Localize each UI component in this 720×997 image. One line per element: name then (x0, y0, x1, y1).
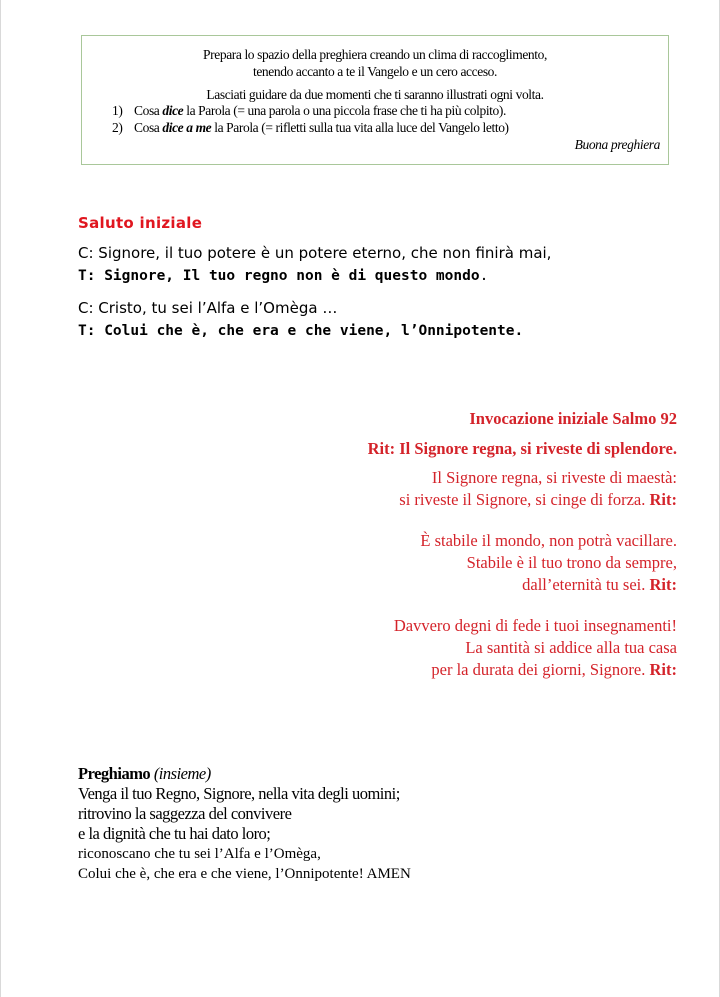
stanza-line (420, 574, 677, 596)
salmo-stanza-1 (399, 467, 677, 511)
intro-line-3: Lasciati guidare da due momenti che ti saranno illustrati ogni volta. (206, 87, 544, 102)
celebrant-line-1: C: Signore, il tuo potere è un potere eterno, che non finirà mai, (78, 244, 552, 262)
step-emphasis: dice a me (162, 120, 212, 135)
prayer-title: Preghiamo (78, 764, 151, 783)
stanza-line: La santità si addice alla tua casa (465, 638, 677, 657)
response-period: . (479, 268, 489, 284)
prayer-note: (insieme) (153, 764, 211, 783)
stanza-line: Stabile è il tuo trono da sempre, (466, 553, 677, 572)
step-text-post: la Parola (= una parola o una piccola frase che ti ha più colpito). (183, 103, 506, 118)
prayer-line: Venga il tuo Regno, Signore, nella vita degli uomini; (78, 784, 400, 803)
intro-line-2: tenendo accanto a te il Vangelo e un cero acceso. (252, 64, 498, 79)
stanza-line (394, 659, 677, 681)
prayer-line: e la dignità che tu hai dato loro; (78, 824, 271, 843)
intro-step-1 (112, 103, 506, 119)
rit-marker: Rit: (649, 575, 677, 594)
response-line-1 (78, 268, 488, 284)
stanza-line (399, 489, 677, 511)
stanza-line: Il Signore regna, si riveste di maestà: (431, 468, 677, 487)
salmo-heading: Invocazione iniziale Salmo 92 (469, 409, 677, 428)
rit-marker: Rit: (649, 490, 677, 509)
celebrant-line-2: C: Cristo, tu sei l’Alfa e l’Omèga … (78, 299, 338, 317)
intro-line-1: Prepara lo spazio della preghiera creando un clima di raccoglimento, (203, 47, 547, 62)
rit-marker: Rit: (649, 660, 677, 679)
stanza-line: È stabile il mondo, non potrà vacillare. (420, 531, 677, 550)
step-emphasis: dice (162, 103, 184, 118)
page-edge-left (0, 0, 1, 997)
intro-step-2 (112, 120, 509, 136)
step-text-pre: Cosa (134, 103, 163, 118)
prayer-line: Colui che è, che era e che viene, l’Onnipotente! AMEN (78, 866, 411, 882)
step-number: 2) (112, 120, 123, 135)
intro-box (81, 35, 669, 165)
stanza-text: per la durata dei giorni, Signore. (431, 660, 646, 679)
step-text-post: la Parola (= rifletti sulla tua vita alla luce del Vangelo letto) (211, 120, 509, 135)
prayer-title-line (78, 764, 411, 784)
stanza-text: si riveste il Signore, si cinge di forza. (399, 490, 646, 509)
salmo-refrain: Rit: Il Signore regna, si riveste di splendore. (367, 439, 677, 458)
salmo-stanza-3 (394, 615, 677, 681)
step-number: 1) (112, 103, 123, 118)
saluto-heading: Saluto iniziale (78, 214, 203, 232)
prayer-line: riconoscano che tu sei l’Alfa e l’Omèga, (78, 846, 321, 862)
stanza-text: dall’eternità tu sei. (522, 575, 646, 594)
salmo-stanza-2 (420, 530, 677, 596)
stanza-line: Davvero degni di fede i tuoi insegnamenti! (393, 616, 677, 635)
prayer-line: ritrovino la saggezza del convivere (78, 804, 292, 823)
intro-signature: Buona preghiera (574, 137, 660, 152)
prayer-block (78, 764, 411, 884)
response-text: T: Signore, Il tuo regno non è di questo mondo (78, 268, 480, 284)
response-line-2: T: Colui che è, che era e che viene, l’Onnipotente. (78, 323, 524, 339)
step-text-pre: Cosa (134, 120, 163, 135)
